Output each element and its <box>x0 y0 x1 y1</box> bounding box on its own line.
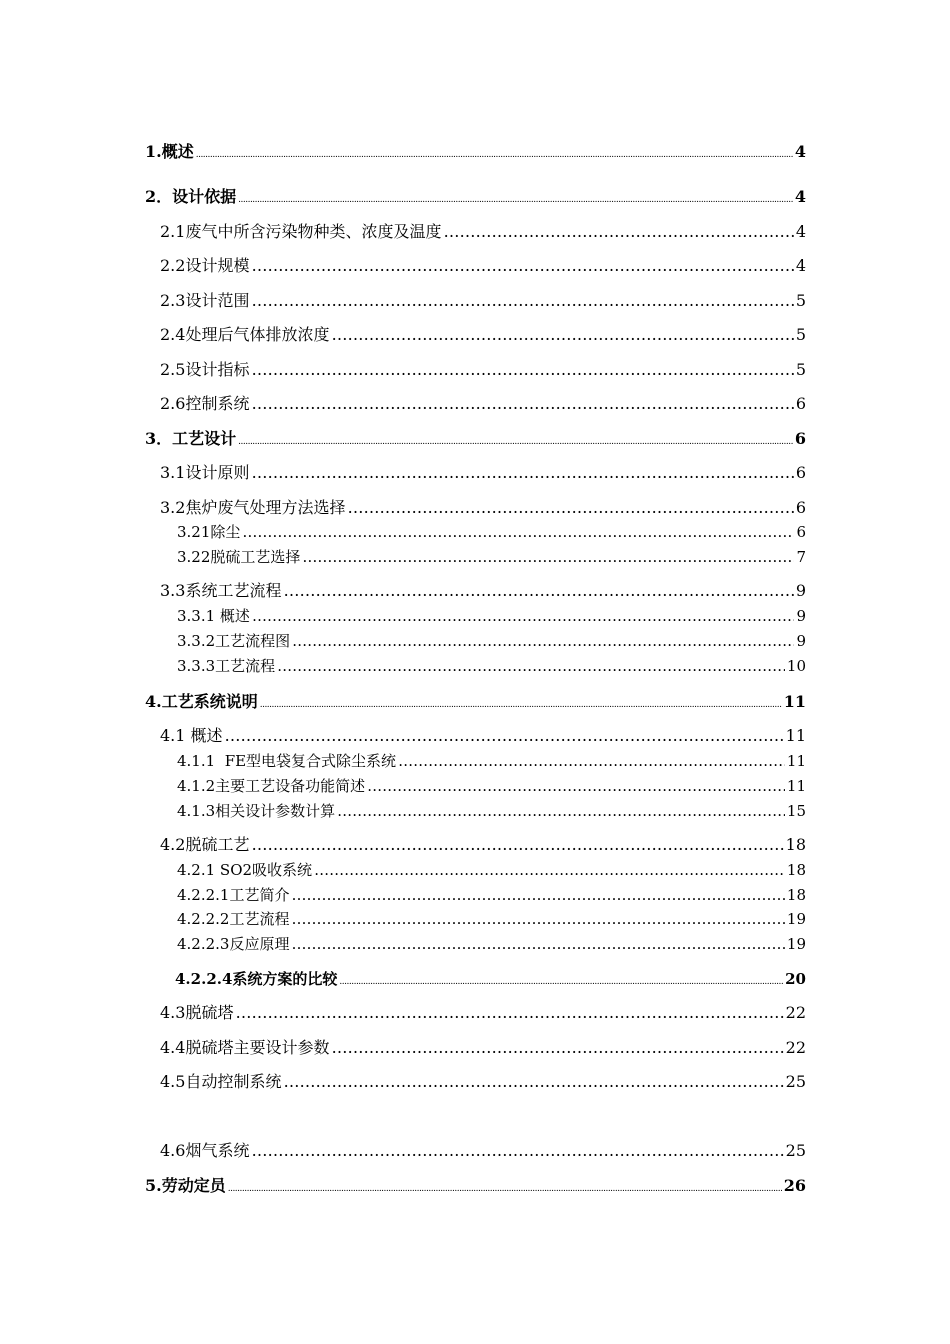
toc-dot-leader <box>292 629 794 653</box>
toc-entry-page-number: 5 <box>795 360 806 379</box>
toc-entry-page-number: 11 <box>786 777 806 795</box>
toc-dot-leader <box>251 289 793 313</box>
toc-entry-page-number: 4 <box>795 256 806 275</box>
toc-dot-leader <box>337 799 785 823</box>
toc-entry-page-number: 11 <box>783 692 806 711</box>
toc-entry-title: 3.3.2工艺流程图 <box>177 632 291 650</box>
toc-entry-page-number: 18 <box>785 835 806 854</box>
toc-entry-title: 3．工艺设计 <box>145 429 237 448</box>
toc-dot-leader <box>331 323 793 347</box>
toc-entry-title: 4.2.2.3反应原理 <box>177 935 290 953</box>
toc-entry[interactable] <box>160 358 806 382</box>
toc-entry-title: 4.2脱硫工艺 <box>160 835 250 854</box>
toc-entry[interactable] <box>160 461 806 485</box>
toc-dot-leader <box>398 749 785 773</box>
toc-entry[interactable] <box>160 1139 806 1163</box>
toc-entry-title: 4.6烟气系统 <box>160 1141 250 1160</box>
toc-dot-leader <box>238 430 793 454</box>
toc-entry-page-number: 15 <box>786 802 806 820</box>
toc-dot-leader <box>347 496 793 520</box>
toc-entry-page-number: 4 <box>794 187 806 206</box>
toc-entry[interactable] <box>160 220 806 244</box>
toc-dot-leader <box>260 693 782 717</box>
toc-dot-leader <box>225 724 784 748</box>
toc-entry-page-number: 6 <box>794 429 806 448</box>
toc-entry[interactable] <box>160 833 806 857</box>
toc-dot-leader <box>283 1070 783 1094</box>
toc-entry-title: 5.劳动定员 <box>145 1176 226 1195</box>
toc-dot-leader <box>331 1036 783 1060</box>
toc-entry-page-number: 25 <box>785 1072 806 1091</box>
toc-entry[interactable] <box>160 496 806 520</box>
toc-dot-leader <box>251 461 793 485</box>
toc-entry-title: 4.5自动控制系统 <box>160 1072 282 1091</box>
toc-entry-title: 4.2.2.2工艺流程 <box>177 910 290 928</box>
toc-entry-page-number: 6 <box>796 523 806 541</box>
toc-entry-title: 2.6控制系统 <box>160 394 250 413</box>
toc-entry-page-number: 9 <box>796 632 806 650</box>
toc-dot-leader <box>314 858 785 882</box>
toc-entry[interactable] <box>175 967 806 991</box>
toc-dot-leader <box>291 907 784 931</box>
toc-entry-title: 4.2.2.1工艺简介 <box>177 886 290 904</box>
toc-entry-page-number: 26 <box>783 1176 806 1195</box>
toc-entry[interactable] <box>177 629 806 653</box>
toc-entry[interactable] <box>177 883 806 907</box>
toc-entry[interactable] <box>160 579 806 603</box>
toc-entry[interactable] <box>145 185 806 209</box>
toc-entry-title: 4.工艺系统说明 <box>145 692 258 711</box>
toc-entry[interactable] <box>160 1070 806 1094</box>
toc-entry-page-number: 9 <box>796 607 806 625</box>
toc-entry-title: 2.2设计规模 <box>160 256 250 275</box>
toc-entry[interactable] <box>160 1001 806 1025</box>
toc-entry[interactable] <box>145 1174 806 1198</box>
toc-entry-page-number: 7 <box>796 548 806 566</box>
toc-entry-title: 2.5设计指标 <box>160 360 250 379</box>
toc-entry-title: 3.3.3工艺流程 <box>177 657 276 675</box>
toc-dot-leader <box>443 220 793 244</box>
toc-entry-title: 4.1.2主要工艺设备功能简述 <box>177 777 366 795</box>
toc-entry[interactable] <box>160 254 806 278</box>
toc-entry-page-number: 10 <box>786 657 806 675</box>
toc-entry-page-number: 20 <box>785 970 806 988</box>
toc-dot-leader <box>283 579 793 603</box>
toc-dot-leader <box>251 358 793 382</box>
toc-dot-leader <box>277 654 785 678</box>
toc-entry-page-number: 25 <box>785 1141 806 1160</box>
toc-entry[interactable] <box>145 427 806 451</box>
toc-entry[interactable] <box>177 858 806 882</box>
toc-entry-title: 4.1 概述 <box>160 726 223 745</box>
toc-entry[interactable] <box>177 907 806 931</box>
toc-entry-title: 3.21除尘 <box>177 523 241 541</box>
toc-dot-leader <box>291 932 784 956</box>
toc-entry[interactable] <box>177 654 806 678</box>
toc-entry[interactable] <box>160 724 806 748</box>
toc-entry[interactable] <box>160 392 806 416</box>
toc-dot-leader <box>228 1177 782 1201</box>
toc-dot-leader <box>252 604 795 628</box>
toc-entry-title: 3.1设计原则 <box>160 463 250 482</box>
toc-dot-leader <box>251 1139 783 1163</box>
toc-entry[interactable] <box>177 749 806 773</box>
toc-entry-page-number: 18 <box>786 886 806 904</box>
toc-entry-title: 2.3设计范围 <box>160 291 250 310</box>
toc-entry[interactable] <box>145 140 806 164</box>
toc-entry-page-number: 4 <box>794 142 806 161</box>
toc-entry-title: 4.3脱硫塔 <box>160 1003 234 1022</box>
toc-entry-title: 3.3系统工艺流程 <box>160 581 282 600</box>
toc-dot-leader <box>251 254 793 278</box>
toc-entry[interactable] <box>177 604 806 628</box>
toc-dot-leader <box>367 774 785 798</box>
toc-entry-page-number: 5 <box>795 325 806 344</box>
toc-entry-title: 4.1.3相关设计参数计算 <box>177 802 336 820</box>
toc-entry-page-number: 9 <box>795 581 806 600</box>
toc-entry-page-number: 6 <box>795 463 806 482</box>
toc-entry-page-number: 19 <box>786 910 806 928</box>
toc-entry-page-number: 4 <box>795 222 806 241</box>
toc-dot-leader <box>339 970 783 994</box>
toc-entry-title: 3.3.1 概述 <box>177 607 250 625</box>
toc-entry[interactable] <box>177 932 806 956</box>
toc-entry-title: 1.概述 <box>145 142 194 161</box>
toc-dot-leader <box>235 1001 783 1025</box>
toc-entry-title: 4.1.1 FE型电袋复合式除尘系统 <box>177 752 397 770</box>
toc-entry-page-number: 11 <box>786 752 806 770</box>
toc-entry[interactable] <box>177 774 806 798</box>
toc-entry[interactable] <box>145 690 806 714</box>
toc-entry-page-number: 5 <box>795 291 806 310</box>
toc-entry-title: 4.2.2.4系统方案的比较 <box>175 970 338 988</box>
toc-dot-leader <box>302 545 794 569</box>
toc-entry-title: 4.2.1 SO2吸收系统 <box>177 861 313 879</box>
toc-entry-title: 2.1废气中所含污染物种类、浓度及温度 <box>160 222 442 241</box>
toc-entry-title: 3.22脱硫工艺选择 <box>177 548 301 566</box>
toc-entry-page-number: 22 <box>785 1038 806 1057</box>
toc-entry[interactable] <box>177 545 806 569</box>
toc-dot-leader <box>251 392 793 416</box>
toc-dot-leader <box>196 143 793 167</box>
toc-dot-leader <box>242 520 794 544</box>
toc-entry-page-number: 11 <box>785 726 806 745</box>
toc-entry[interactable] <box>177 799 806 823</box>
toc-entry-title: 4.4脱硫塔主要设计参数 <box>160 1038 330 1057</box>
toc-entry[interactable] <box>177 520 806 544</box>
toc-entry-page-number: 22 <box>785 1003 806 1022</box>
toc-entry[interactable] <box>160 289 806 313</box>
toc-entry-page-number: 6 <box>795 498 806 517</box>
toc-entry-page-number: 19 <box>786 935 806 953</box>
toc-dot-leader <box>238 188 793 212</box>
toc-dot-leader <box>251 833 783 857</box>
toc-entry-title: 2.4处理后气体排放浓度 <box>160 325 330 344</box>
toc-entry[interactable] <box>160 1036 806 1060</box>
toc-dot-leader <box>291 883 784 907</box>
toc-entry[interactable] <box>160 323 806 347</box>
toc-entry-page-number: 18 <box>786 861 806 879</box>
toc-entry-title: 3.2焦炉废气处理方法选择 <box>160 498 346 517</box>
toc-entry-title: 2．设计依据 <box>145 187 237 206</box>
toc-entry-page-number: 6 <box>795 394 806 413</box>
